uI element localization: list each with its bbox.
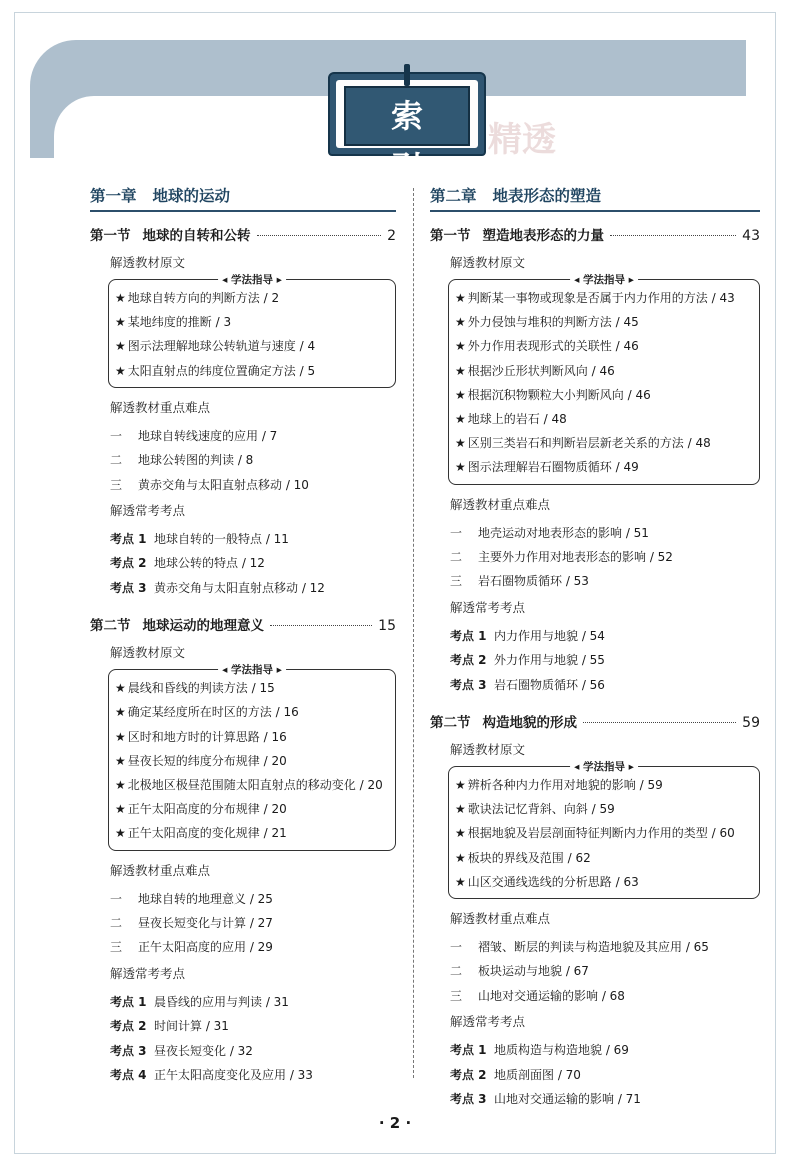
- star-icon: ★: [115, 315, 126, 330]
- study-guide-item[interactable]: [115, 821, 389, 845]
- study-guide-item-text: 山区交通线选线的分析思路 / 63: [467, 874, 639, 889]
- star-icon: ★: [115, 826, 126, 841]
- key-point-number: 三: [450, 574, 463, 589]
- exam-point-item[interactable]: [450, 673, 760, 697]
- exam-point-text: 晨昏线的应用与判读 / 31: [154, 994, 289, 1009]
- key-point-number: 一: [110, 428, 123, 443]
- key-point-text: 地球公转图的判读 / 8: [138, 453, 254, 468]
- label-deco: ◂: [222, 664, 231, 677]
- star-icon: ★: [115, 291, 126, 305]
- key-point-number: 一: [110, 891, 123, 906]
- study-guide-label: [570, 272, 638, 287]
- key-point-number: 二: [110, 916, 123, 931]
- column-divider: [413, 188, 414, 1078]
- exam-point-number: 考点 2: [110, 556, 147, 571]
- exam-point-text: 岩石圈物质循环 / 56: [494, 677, 605, 692]
- key-point-item[interactable]: [450, 959, 760, 983]
- study-guide-item-text: 根据沉积物颗粒大小判断风向 / 46: [467, 387, 651, 402]
- study-guide-item[interactable]: [455, 407, 753, 431]
- key-point-item[interactable]: [450, 935, 760, 959]
- study-guide-item-text: 根据地貌及岩层剖面特征判断内力作用的类型 / 60: [467, 826, 735, 841]
- key-point-number: 一: [450, 940, 463, 955]
- subhead-exam-points: 解透常考考点: [450, 599, 526, 615]
- chapter-title: 地表形态的塑造: [492, 187, 602, 205]
- star-icon: ★: [115, 778, 126, 793]
- study-guide-item-text: 正午太阳高度的分布规律 / 20: [127, 802, 287, 817]
- key-point-text: 黄赤交角与太阳直射点移动 / 10: [138, 477, 309, 492]
- study-guide-item[interactable]: [455, 310, 753, 334]
- exam-point-text: 正午太阳高度变化及应用 / 33: [154, 1068, 313, 1083]
- study-guide-item[interactable]: [115, 334, 389, 358]
- star-icon: ★: [115, 681, 126, 696]
- subhead-exam-points: 解透常考考点: [450, 1014, 526, 1030]
- star-icon: ★: [455, 291, 466, 305]
- study-guide-item[interactable]: [115, 773, 389, 797]
- study-guide-item[interactable]: [455, 334, 753, 358]
- star-icon: ★: [455, 339, 466, 354]
- study-guide-item[interactable]: [455, 455, 753, 479]
- study-guide-item[interactable]: [455, 797, 753, 821]
- key-point-item[interactable]: [110, 887, 396, 911]
- key-point-item[interactable]: [450, 569, 760, 593]
- study-guide-item-text: 区时和地方时的计算思路 / 16: [127, 729, 287, 744]
- star-icon: ★: [455, 826, 466, 841]
- book-icon: [328, 64, 486, 187]
- study-guide-item-text: 太阳直射点的纬度位置确定方法 / 5: [127, 363, 316, 378]
- study-guide-label-text: 学法指导: [583, 274, 625, 286]
- star-icon: ★: [115, 802, 126, 817]
- exam-point-number: 考点 2: [450, 653, 487, 668]
- star-icon: ★: [455, 460, 466, 475]
- label-deco: ◂: [222, 274, 231, 286]
- star-icon: ★: [455, 802, 466, 817]
- exam-point-text: 内力作用与地貌 / 54: [494, 628, 605, 643]
- exam-point-number: 考点 3: [450, 677, 487, 692]
- exam-point-text: 地球自转的一般特点 / 11: [154, 532, 289, 547]
- chapter-number: 第一章: [90, 187, 137, 205]
- study-guide-box: [448, 761, 760, 899]
- subhead-key-points: 解透教材重点难点: [450, 496, 551, 512]
- section-page: 59: [742, 715, 760, 732]
- exam-point-item[interactable]: [110, 1063, 396, 1087]
- star-icon: ★: [455, 850, 466, 865]
- exam-point-text: 山地对交通运输的影响 / 71: [494, 1092, 641, 1107]
- study-guide-item-text: 昼夜长短的纬度分布规律 / 20: [127, 753, 287, 768]
- key-point-text: 褶皱、断层的判读与构造地貌及其应用 / 65: [478, 940, 709, 955]
- key-point-item[interactable]: [450, 521, 760, 545]
- study-guide-label-text: 学法指导: [231, 274, 273, 286]
- exam-point-item[interactable]: [110, 990, 396, 1014]
- section-number: 第一节: [430, 228, 471, 244]
- exam-point-number: 考点 3: [110, 1043, 147, 1058]
- exam-point-text: 时间计算 / 31: [154, 1019, 229, 1034]
- section-heading[interactable]: [90, 224, 396, 244]
- key-point-item[interactable]: [450, 545, 760, 569]
- chapter-title: 地球的运动: [152, 187, 231, 205]
- section-number: 第二节: [90, 618, 131, 635]
- chapter-heading: [90, 184, 396, 212]
- study-guide-item-text: 根据沙丘形状判断风向 / 46: [467, 363, 615, 378]
- study-guide-item-text: 确定某经度所在时区的方法 / 16: [127, 705, 299, 720]
- star-icon: ★: [455, 363, 466, 378]
- study-guide-item[interactable]: [455, 821, 753, 845]
- star-icon: ★: [455, 778, 466, 793]
- key-point-text: 板块运动与地貌 / 67: [478, 964, 589, 979]
- star-icon: ★: [115, 729, 126, 744]
- study-guide-item[interactable]: [455, 431, 753, 455]
- section-page: 15: [378, 618, 396, 635]
- key-point-text: 正午太阳高度的应用 / 29: [138, 940, 273, 955]
- exam-point-item[interactable]: [110, 551, 396, 575]
- dot-leader: [583, 722, 736, 723]
- dot-leader: [610, 235, 736, 236]
- key-point-item[interactable]: [110, 424, 396, 448]
- exam-point-item[interactable]: [450, 1038, 760, 1062]
- section-title: 地球运动的地理意义: [142, 618, 264, 635]
- label-deco: ◂: [574, 761, 583, 774]
- ghost-watermark: 精透: [488, 120, 556, 160]
- section-heading[interactable]: [430, 224, 760, 244]
- exam-point-text: 黄赤交角与太阳直射点移动 / 12: [154, 580, 325, 595]
- star-icon: ★: [455, 874, 466, 889]
- subhead-key-points: 解透教材重点难点: [110, 399, 211, 415]
- key-point-item[interactable]: [110, 911, 396, 935]
- study-guide-item[interactable]: [455, 383, 753, 407]
- subhead-textbook: 解透教材原文: [110, 645, 186, 661]
- star-icon: ★: [115, 705, 126, 720]
- exam-point-item[interactable]: [450, 624, 760, 648]
- exam-point-item[interactable]: [450, 648, 760, 672]
- section-number: 第一节: [90, 228, 131, 244]
- exam-point-text: 地质剖面图 / 70: [494, 1067, 581, 1082]
- section-number: 第二节: [430, 715, 471, 732]
- exam-point-number: 考点 1: [450, 1043, 487, 1058]
- subhead-key-points: 解透教材重点难点: [450, 911, 551, 927]
- section-title: 构造地貌的形成: [482, 715, 577, 732]
- key-point-number: 二: [110, 453, 123, 468]
- spacer: [90, 600, 396, 610]
- subhead-textbook: 解透教材原文: [450, 742, 526, 758]
- study-guide-item-text: 正午太阳高度的变化规律 / 21: [127, 826, 287, 841]
- exam-point-item[interactable]: [450, 1087, 760, 1111]
- exam-point-text: 地质构造与构造地貌 / 69: [494, 1043, 629, 1058]
- exam-point-text: 昼夜长短变化 / 32: [154, 1043, 253, 1058]
- label-deco: ▸: [625, 274, 634, 286]
- exam-point-item[interactable]: [110, 1039, 396, 1063]
- spacer: [430, 697, 760, 707]
- key-point-number: 二: [450, 964, 463, 979]
- study-guide-box: [108, 664, 396, 850]
- book-spine: [404, 64, 410, 86]
- right-column: [430, 184, 760, 1122]
- exam-point-number: 考点 4: [110, 1068, 147, 1083]
- key-point-number: 一: [450, 525, 463, 540]
- section-title: 塑造地表形态的力量: [482, 228, 604, 244]
- study-guide-item-text: 外力侵蚀与堆积的判断方法 / 45: [467, 315, 639, 330]
- key-point-number: 二: [450, 550, 463, 565]
- study-guide-item[interactable]: [115, 700, 389, 724]
- exam-point-number: 考点 3: [450, 1092, 487, 1107]
- exam-point-item[interactable]: [450, 1063, 760, 1087]
- star-icon: ★: [115, 753, 126, 768]
- study-guide-label-text: 学法指导: [583, 761, 625, 774]
- key-point-text: 昼夜长短变化与计算 / 27: [138, 916, 273, 931]
- study-guide-item[interactable]: [115, 725, 389, 749]
- star-icon: ★: [115, 339, 126, 354]
- key-point-text: 山地对交通运输的影响 / 68: [478, 988, 625, 1003]
- study-guide-item[interactable]: [115, 286, 389, 310]
- study-guide-item[interactable]: [455, 286, 753, 310]
- study-guide-label-text: 学法指导: [231, 664, 273, 677]
- exam-point-number: 考点 1: [110, 994, 147, 1009]
- page-title: 索 引: [390, 97, 437, 187]
- study-guide-item-text: 某地纬度的推断 / 3: [127, 315, 232, 330]
- key-point-number: 三: [450, 988, 463, 1003]
- study-guide-item-text: 板块的界线及范围 / 62: [467, 850, 591, 865]
- study-guide-item-text: 辨析各种内力作用对地貌的影响 / 59: [467, 778, 663, 793]
- chapter-number: 第二章: [430, 187, 477, 205]
- spacer: [90, 1088, 396, 1098]
- exam-point-item[interactable]: [110, 527, 396, 551]
- section-heading[interactable]: [430, 711, 760, 731]
- subhead-exam-points: 解透常考考点: [110, 503, 186, 519]
- key-point-item[interactable]: [110, 473, 396, 497]
- study-guide-item[interactable]: [455, 870, 753, 894]
- study-guide-label: [570, 759, 638, 774]
- exam-point-item[interactable]: [110, 1014, 396, 1038]
- key-point-text: 主要外力作用对地表形态的影响 / 52: [478, 550, 673, 565]
- exam-point-text: 地球公转的特点 / 12: [154, 556, 265, 571]
- key-point-text: 地球自转线速度的应用 / 7: [138, 428, 278, 443]
- subhead-exam-points: 解透常考考点: [110, 965, 186, 981]
- star-icon: ★: [455, 387, 466, 402]
- study-guide-box: [448, 274, 760, 485]
- exam-point-number: 考点 1: [450, 628, 487, 643]
- exam-point-text: 外力作用与地貌 / 55: [494, 653, 605, 668]
- study-guide-item[interactable]: [115, 676, 389, 700]
- subhead-textbook: 解透教材原文: [110, 255, 186, 270]
- study-guide-item[interactable]: [115, 797, 389, 821]
- subhead-key-points: 解透教材重点难点: [110, 862, 211, 878]
- key-point-item[interactable]: [110, 935, 396, 959]
- label-deco: ▸: [273, 274, 282, 286]
- study-guide-item-text: 外力作用表现形式的关联性 / 46: [467, 339, 639, 354]
- section-page: 43: [742, 228, 760, 244]
- section-title: 地球的自转和公转: [142, 228, 251, 244]
- exam-point-number: 考点 1: [110, 532, 147, 547]
- study-guide-item[interactable]: [115, 749, 389, 773]
- study-guide-item-text: 图示法理解地球公转轨道与速度 / 4: [127, 339, 316, 354]
- star-icon: ★: [455, 315, 466, 330]
- exam-point-item[interactable]: [110, 576, 396, 600]
- chapter-heading: [430, 184, 760, 212]
- section-page: 2: [387, 228, 396, 244]
- star-icon: ★: [115, 363, 126, 378]
- exam-point-number: 考点 3: [110, 580, 147, 595]
- key-point-item[interactable]: [450, 984, 760, 1008]
- key-point-text: 地壳运动对地表形态的影响 / 51: [478, 525, 649, 540]
- exam-point-number: 考点 2: [110, 1019, 147, 1034]
- key-point-number: 三: [110, 940, 123, 955]
- study-guide-item-text: 判断某一事物或现象是否属于内力作用的方法 / 43: [467, 291, 735, 305]
- study-guide-item-text: 北极地区极昼范围随太阳直射点的移动变化 / 20: [127, 778, 383, 793]
- study-guide-item-text: 区别三类岩石和判断岩层新老关系的方法 / 48: [467, 436, 711, 451]
- key-point-text: 岩石圈物质循环 / 53: [478, 574, 589, 589]
- label-deco: ▸: [625, 761, 634, 774]
- star-icon: ★: [455, 436, 466, 451]
- subhead-textbook: 解透教材原文: [450, 255, 526, 270]
- study-guide-item[interactable]: [455, 773, 753, 797]
- dot-leader: [257, 235, 382, 236]
- study-guide-item[interactable]: [455, 359, 753, 383]
- study-guide-item-text: 地球自转方向的判断方法 / 2: [127, 291, 280, 305]
- star-icon: ★: [455, 412, 466, 427]
- key-point-item[interactable]: [110, 448, 396, 472]
- study-guide-item[interactable]: [115, 310, 389, 334]
- study-guide-item-text: 歌诀法记忆背斜、向斜 / 59: [467, 802, 615, 817]
- key-point-number: 三: [110, 477, 123, 492]
- section-heading[interactable]: [90, 614, 396, 634]
- study-guide-item-text: 图示法理解岩石圈物质循环 / 49: [467, 460, 639, 475]
- key-point-text: 地球自转的地理意义 / 25: [138, 891, 273, 906]
- label-deco: ▸: [273, 664, 282, 677]
- label-deco: ◂: [574, 274, 583, 286]
- study-guide-item[interactable]: [115, 359, 389, 383]
- page-number: · 2 ·: [378, 1114, 412, 1132]
- study-guide-label: [218, 662, 286, 677]
- study-guide-item-text: 晨线和昏线的判读方法 / 15: [127, 681, 275, 696]
- study-guide-item[interactable]: [455, 846, 753, 870]
- study-guide-item-text: 地球上的岩石 / 48: [467, 412, 567, 427]
- left-column: [90, 184, 396, 1098]
- exam-point-number: 考点 2: [450, 1067, 487, 1082]
- study-guide-label: [218, 272, 286, 287]
- dot-leader: [270, 625, 372, 626]
- study-guide-box: [108, 274, 396, 388]
